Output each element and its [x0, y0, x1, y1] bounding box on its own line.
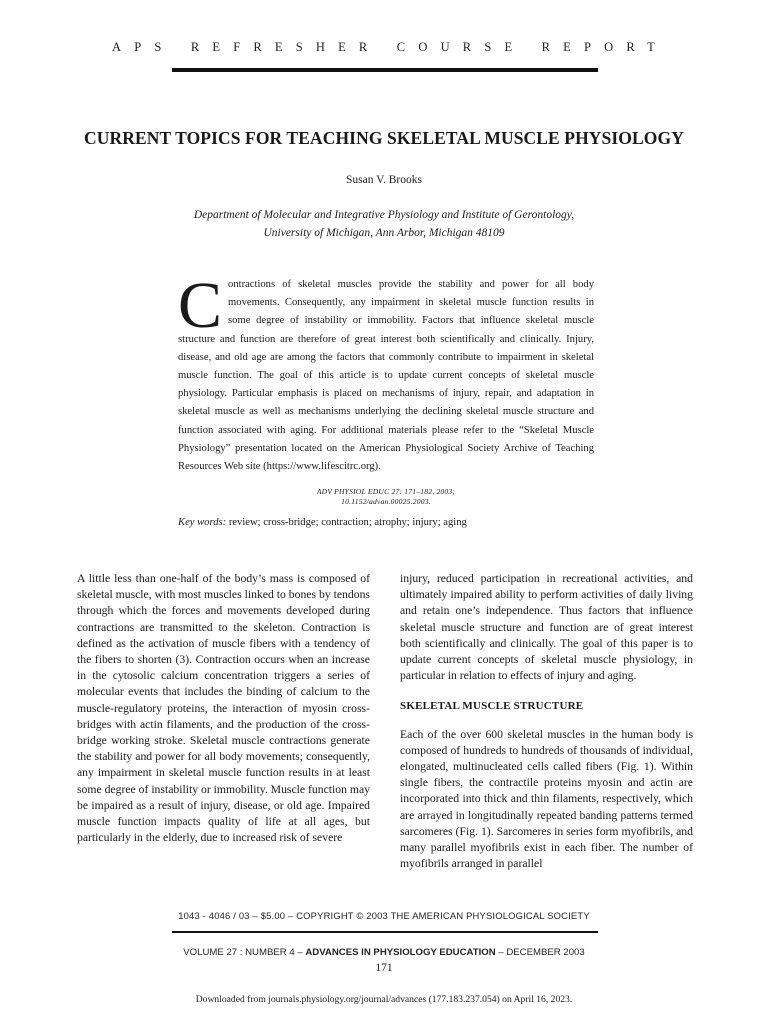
body-column-left: [77, 571, 370, 846]
section-heading: SKELETAL MUSCLE STRUCTURE: [400, 700, 584, 713]
body-column-right: [400, 571, 693, 872]
abstract-text: ontractions of skeletal muscles provide the stability and power for all body movements. Consequently, any impairment in skeletal muscle function results in some degree of instability or immobility. Factors that influence skeletal muscle structure and function are therefore of great interest both scientifically and clinically. Injury, disease, and old age are among the factors that commonly contribute to impairment in skeletal muscle function. The goal of this article is to update current concepts of skeletal muscle physiology. Particular emphasis is placed on mechanisms of injury, repair, and adaptation in skeletal muscle as well as mechanisms underlying the declining skeletal muscle structure and function associated with aging. For additional materials please refer to the “Skeletal Muscle Physiology” presentation located on the American Physiological Society Archive of Teaching Resources Web site (https://www.lifescitrc.org).: [178, 279, 594, 473]
author-affiliation: [100, 206, 668, 242]
header-rule: [172, 68, 598, 72]
affiliation-line-2: University of Michigan, Ann Arbor, Michigan 48109: [263, 227, 505, 239]
affiliation-line-1: Department of Molecular and Integrative Physiology and Institute of Gerontology,: [193, 209, 575, 221]
volume-line: [0, 947, 768, 958]
article-author: Susan V. Brooks: [346, 174, 422, 186]
citation-doi: 10.1152/advan.00025.2003.: [341, 497, 431, 506]
abstract-dropcap: C: [178, 269, 223, 342]
page-number: 171: [375, 962, 393, 974]
volume-prefix: VOLUME 27 : NUMBER 4 –: [183, 947, 306, 958]
footer-rule: [172, 931, 598, 933]
running-header: APS REFRESHER COURSE REPORT: [111, 40, 669, 54]
copyright-line: 1043 - 4046 / 03 – $5.00 – COPYRIGHT © 2003 THE AMERICAN PHYSIOLOGICAL SOCIETY: [178, 910, 590, 921]
volume-date: – DECEMBER 2003: [495, 947, 585, 958]
download-note: Downloaded from journals.physiology.org/journal/advances (177.183.237.054) on April 16, 2023.: [195, 994, 573, 1005]
journal-name: ADVANCES IN PHYSIOLOGY EDUCATION: [305, 947, 496, 958]
keywords: [178, 517, 594, 528]
citation: [178, 487, 594, 507]
article-title: CURRENT TOPICS FOR TEACHING SKELETAL MUSCLE PHYSIOLOGY: [84, 128, 684, 148]
citation-line-1: ADV PHYSIOL EDUC 27: 171–182, 2003;: [316, 487, 456, 496]
abstract: [178, 269, 594, 476]
structure-paragraph: Each of the over 600 skeletal muscles in the human body is composed of hundreds to hundreds of thousands of individual, elongated, multinucleated cells called fibers (Fig. 1). Within single fibers, the contractile proteins myosin and actin are incorporated into thick and thin filaments, respectively, which are arrayed in longitudinally repeated banding patterns termed sarcomeres (Fig. 1). Sarcomeres in series form myofibrils, and many parallel myofibrils exist in each fiber. The number of myofibrils arranged in parallel: [400, 727, 693, 871]
keywords-list: review; cross-bridge; contraction; atrophy; injury; aging: [226, 517, 467, 528]
keywords-label: Key words:: [178, 517, 227, 528]
intro-paragraph: A little less than one-half of the body’s mass is composed of skeletal muscle, with most muscles linked to bones by tendons through which the forces and movements developed during contractions are transmitted to the skeleton. Contraction is defined as the activation of muscle fibers with a tendency of the fibers to shorten (3). Contraction occurs when an increase in the cytosolic calcium concentration triggers a series of molecular events that includes the binding of calcium to the muscle-regulatory proteins, the interaction of myosin cross-bridges with actin filaments, and the production of the cross-bridge working stroke. Skeletal muscle contractions generate the stability and power for all body movements; consequently, any impairment in skeletal muscle function results in at least some degree of instability or immobility. Muscle function may be impaired as a result of injury, disease, or old age. Impaired muscle function impacts quality of life at all ages, but particularly in the elderly, due to increased risk of severe: [77, 572, 370, 845]
intro-paragraph-continued: injury, reduced participation in recreational activities, and ultimately impaired ability to perform activities of daily living and retain one’s independence. Thus factors that influence skeletal muscle structure and function are of great interest both scientifically and clinically. The goal of this paper is to update current concepts of skeletal muscle physiology, in particular in relation to effects of injury and aging.: [400, 572, 693, 683]
